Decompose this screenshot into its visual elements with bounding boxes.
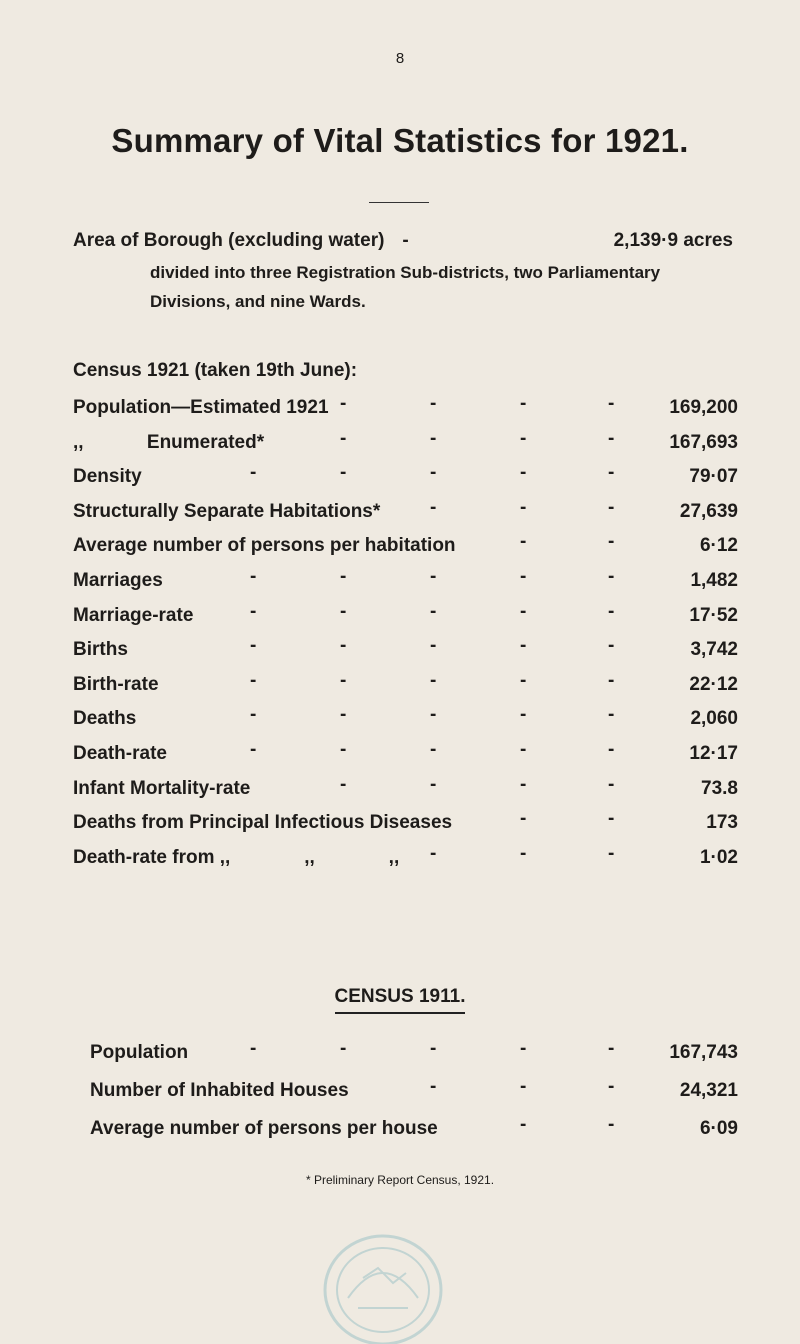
area-block	[73, 230, 733, 316]
stat-label: Deaths	[73, 708, 137, 730]
leader-dash: -	[608, 427, 615, 449]
leader-dash: -	[430, 773, 437, 795]
leader-dash: -	[520, 566, 527, 587]
leader-dashes	[128, 635, 691, 655]
stat-label: Average number of persons per house	[90, 1118, 438, 1139]
stat-row	[90, 1038, 738, 1066]
stat-value: 12·17	[689, 743, 738, 764]
leader-dash: -	[430, 600, 437, 622]
stat-label: Structurally Separate Habitations*	[73, 500, 381, 522]
footnote: * Preliminary Report Census, 1921.	[305, 1173, 495, 1187]
leader-dashes	[264, 428, 669, 448]
leader-dash: -	[608, 393, 615, 414]
library-stamp	[318, 1228, 448, 1344]
stat-row	[73, 462, 738, 490]
leader-dash: -	[520, 462, 527, 484]
stat-value: 73.8	[701, 777, 738, 799]
stat-label: Death-rate from ,, ,, ,,	[73, 846, 400, 868]
stat-label: Number of Inhabited Houses	[90, 1080, 349, 1101]
stat-label: Population—Estimated 1921	[73, 397, 329, 418]
stat-label: Death-rate	[73, 743, 167, 764]
leader-dashes	[250, 774, 701, 794]
leader-dash: -	[608, 739, 615, 760]
leader-dash: -	[430, 635, 437, 657]
stat-value: 22·12	[689, 673, 738, 695]
stat-value: 169,200	[669, 397, 738, 418]
leader-dash: -	[340, 566, 347, 587]
census-1911-title: CENSUS 1911.	[335, 986, 466, 1014]
leader-dash: -	[430, 704, 437, 726]
stat-label: Births	[73, 639, 128, 661]
leader-dashes	[380, 497, 680, 517]
census-1911-heading	[0, 986, 800, 1014]
page-number: 8	[395, 50, 405, 67]
leader-dash: -	[340, 669, 347, 691]
leader-dash: -	[340, 427, 347, 449]
stat-row	[73, 531, 738, 559]
leader-dash: -	[430, 739, 437, 760]
leader-dash: -	[340, 739, 347, 760]
stat-row	[73, 497, 738, 525]
census-1921-heading: Census 1921 (taken 19th June):	[73, 360, 358, 381]
stat-value: 167,743	[669, 1042, 738, 1063]
stat-value: 2,060	[690, 708, 738, 730]
leader-dash: -	[430, 393, 437, 414]
leader-dash: -	[430, 1038, 437, 1059]
leader-dash: -	[250, 704, 257, 726]
stat-row	[73, 393, 738, 421]
leader-dash: -	[608, 531, 615, 553]
leader-dash: -	[340, 600, 347, 622]
leader-dashes	[167, 739, 689, 759]
leader-dashes	[193, 601, 689, 621]
stat-label: Population	[90, 1042, 189, 1063]
leader-dashes	[163, 566, 691, 586]
leader-dash: -	[520, 773, 527, 795]
stat-row	[73, 670, 738, 698]
leader-dash: -	[250, 739, 257, 760]
leader-dash: -	[608, 669, 615, 691]
leader-dash: -	[520, 842, 527, 864]
leader-dash: -	[340, 393, 347, 414]
stat-row	[73, 739, 738, 767]
leader-dashes	[159, 670, 690, 690]
leader-dash: -	[520, 739, 527, 760]
stat-value: 1,482	[690, 570, 738, 591]
stat-value: 173	[706, 812, 738, 834]
stat-row	[73, 704, 738, 732]
leader-dash: -	[520, 1114, 527, 1135]
stat-label: Deaths from Principal Infectious Diseases	[73, 812, 453, 834]
leader-dash: -	[608, 1038, 615, 1059]
leader-dash: -	[430, 462, 437, 484]
leader-dash: -	[520, 427, 527, 449]
leader-dash: -	[430, 427, 437, 449]
leader-dashes	[456, 531, 700, 551]
leader-dash: -	[430, 496, 437, 518]
leader-dashes	[136, 704, 690, 724]
leader-dash: -	[608, 462, 615, 484]
leader-dash: -	[430, 842, 437, 864]
stat-value: 17·52	[689, 604, 738, 626]
leader-dash: -	[520, 635, 527, 657]
leader-dash: -	[250, 669, 257, 691]
stat-row	[90, 1114, 738, 1142]
stat-row	[73, 808, 738, 836]
leader-dash: -	[608, 842, 615, 864]
leader-dash: -	[520, 704, 527, 726]
leader-dash: -	[608, 1076, 615, 1097]
stat-value: 1·02	[699, 846, 738, 868]
leader-dash: -	[608, 566, 615, 587]
stat-row	[73, 566, 738, 594]
leader-dash: -	[520, 496, 527, 518]
leader-dash: -	[520, 1076, 527, 1097]
area-label: Area of Borough (excluding water)	[73, 230, 385, 251]
stat-row	[73, 774, 738, 802]
leader-dashes	[329, 393, 670, 413]
leader-dash: -	[430, 1076, 437, 1097]
stat-value: 6·09	[699, 1118, 738, 1139]
leader-dash: -	[608, 808, 615, 830]
stat-row	[73, 635, 738, 663]
leader-dash: -	[250, 600, 257, 622]
stat-value: 3,742	[690, 639, 738, 661]
page-title: Summary of Vital Statistics for 1921.	[111, 122, 689, 159]
stat-label: Density	[73, 466, 142, 488]
leader-dash: -	[520, 531, 527, 553]
stat-label: ,, Enumerated*	[73, 431, 265, 453]
leader-dash: -	[340, 635, 347, 657]
stat-label: Infant Mortality-rate	[73, 777, 251, 799]
area-value: 2,139·9 acres	[613, 230, 733, 251]
leader-dash: -	[608, 600, 615, 622]
stat-value: 24,321	[679, 1080, 738, 1101]
leader-dash: -	[608, 1114, 615, 1135]
leader-dash: -	[520, 600, 527, 622]
leader-dashes	[349, 1076, 680, 1096]
leader-dash: -	[340, 1038, 347, 1059]
leader-dash: -	[608, 773, 615, 795]
leader-dash: -	[430, 566, 437, 587]
area-dash: -	[402, 230, 409, 251]
leader-dash: -	[250, 635, 257, 657]
leader-dash: -	[520, 669, 527, 691]
stat-label: Marriage-rate	[73, 604, 194, 626]
title-divider	[369, 202, 429, 203]
leader-dashes	[452, 808, 706, 828]
stat-row	[73, 601, 738, 629]
stat-value: 79·07	[689, 466, 738, 488]
stat-value: 27,639	[679, 500, 738, 522]
leader-dash: -	[608, 496, 615, 518]
stat-row	[90, 1076, 738, 1104]
stat-label: Marriages	[73, 570, 163, 591]
stat-label: Average number of persons per habitation	[73, 535, 456, 557]
stat-value: 6·12	[699, 535, 738, 557]
leader-dash: -	[250, 1038, 257, 1059]
leader-dash: -	[520, 393, 527, 414]
leader-dash: -	[520, 808, 527, 830]
leader-dash: -	[340, 462, 347, 484]
area-detail: divided into three Registration Sub-districts, two Parliamentary Divisions, and nine Wards.	[150, 263, 661, 311]
leader-dashes	[142, 462, 690, 482]
leader-dashes	[438, 1114, 700, 1134]
stat-value: 167,693	[669, 431, 738, 453]
stat-label: Birth-rate	[73, 673, 159, 695]
leader-dash: -	[520, 1038, 527, 1059]
stat-row	[73, 428, 738, 456]
leader-dash: -	[340, 704, 347, 726]
leader-dashes	[399, 843, 700, 863]
leader-dash: -	[250, 462, 257, 484]
leader-dash: -	[250, 566, 257, 587]
leader-dash: -	[430, 669, 437, 691]
leader-dashes	[188, 1038, 669, 1058]
leader-dash: -	[340, 773, 347, 795]
leader-dash: -	[608, 704, 615, 726]
stat-row	[73, 843, 738, 871]
leader-dash: -	[608, 635, 615, 657]
